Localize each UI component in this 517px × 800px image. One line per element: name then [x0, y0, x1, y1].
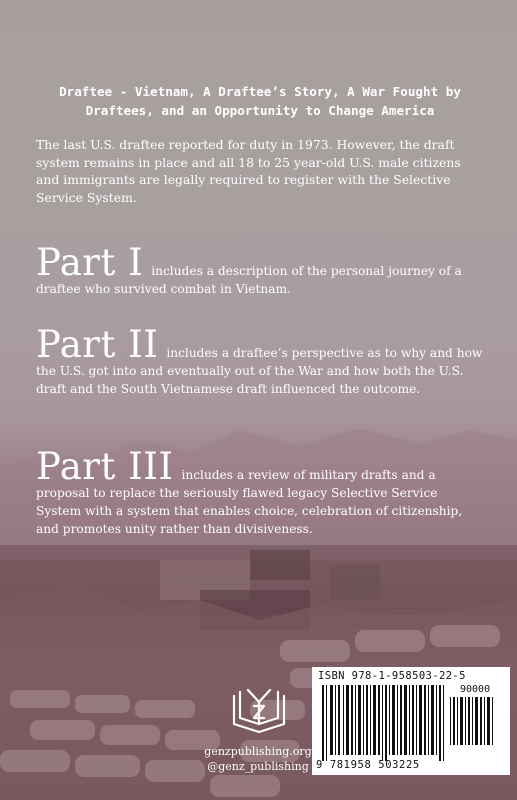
genz-book-logo-icon — [230, 686, 288, 736]
part-one-text: includes a description of the personal journey of a draftee who survived combat in Vietnam. — [36, 264, 462, 296]
part-two-heading: Part II — [36, 323, 159, 366]
part-three-heading: Part III — [36, 445, 174, 488]
price-code: 90000 — [460, 684, 491, 695]
part-two-section — [36, 323, 486, 398]
part-one-heading: Part I — [36, 241, 144, 284]
book-title: Draftee - Vietnam, A Draftee’s Story, A War Fought by Draftees, and an Opportunity to Change America — [59, 84, 461, 118]
part-three-text: includes a review of military drafts and a proposal to replace the seriously flawed legacy Selective Service System with a system that enables choice, celebration of citizenship, and promotes unity rather than divisiveness. — [36, 468, 463, 536]
barcode-digits: 9 781958 503225 — [316, 759, 420, 771]
part-two-text: includes a draftee’s perspective as to why and how the U.S. got into and eventually out of the War and how both the U.S. draft and the South Vietnamese draft influenced the outcome. — [36, 346, 483, 396]
intro-paragraph: The last U.S. draftee reported for duty in 1973. However, the draft system remains in place and all 18 to 25 year-old U.S. male citizens and immigrants are legally required to register with the Selective Service System. — [36, 137, 461, 205]
part-three-section — [36, 445, 486, 538]
publisher-handle: @genz_publishing — [207, 760, 309, 773]
publisher-website: genzpublishing.org — [204, 745, 312, 758]
part-one-section — [36, 241, 486, 298]
isbn-text: ISBN 978-1-958503-22-5 — [318, 670, 466, 682]
isbn-barcode — [312, 667, 510, 775]
barcode-bars — [322, 685, 502, 761]
